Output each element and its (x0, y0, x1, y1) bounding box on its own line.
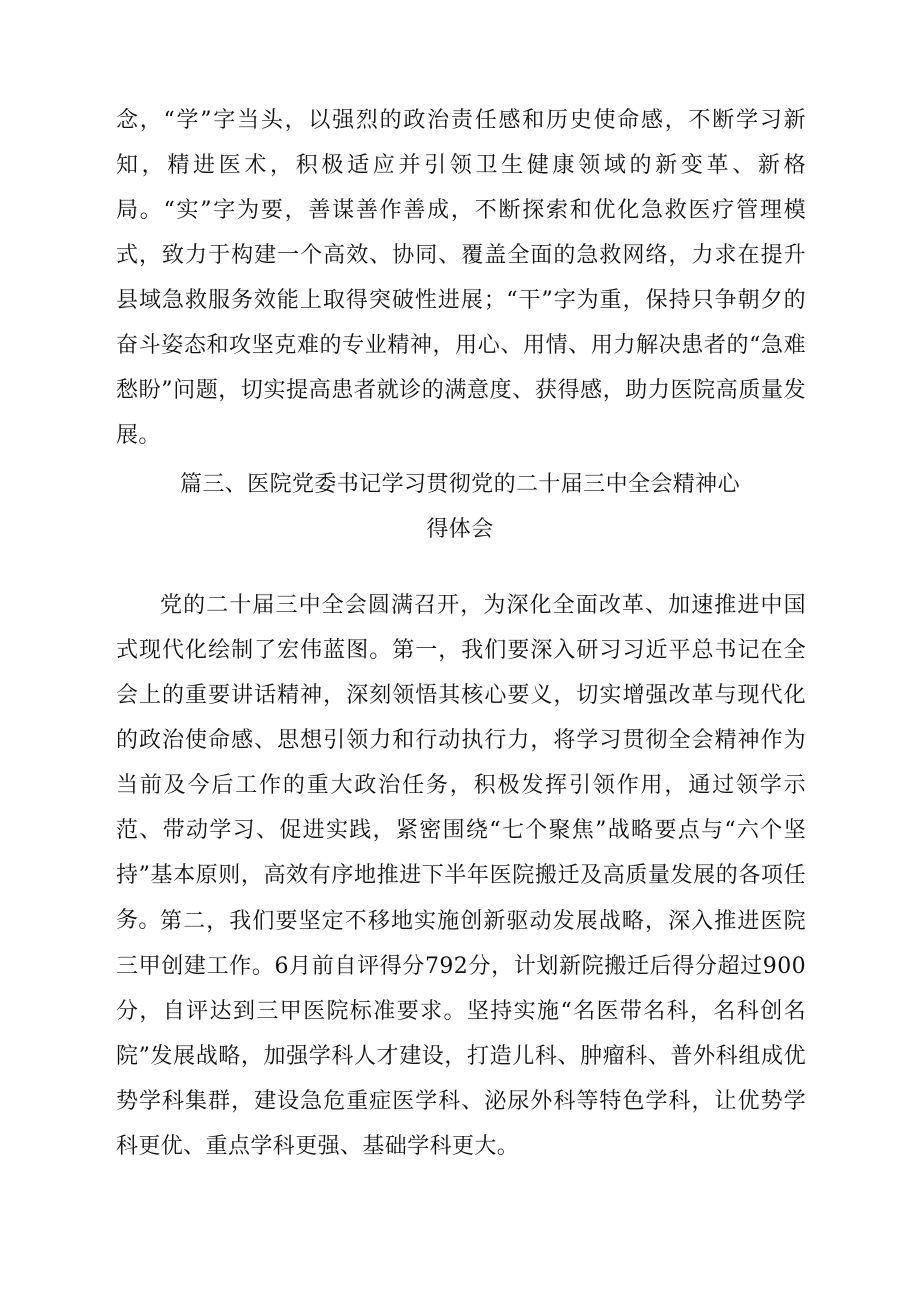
section-heading-line-2: 得体会 (426, 517, 494, 542)
section-heading-line-1: 篇三、医院党委书记学习贯彻党的二十届三中全会精神心 (179, 472, 740, 497)
paragraph-first: 党的二十届三中全会圆满召开，为深化全面改革、加速推进中国式现代化绘制了宏伟蓝图。第一，我们要深入研习习近平总书记在全会上的重要讲话精神，深刻领悟其核心要义，切实增强改革与现代化的政治使命感、思想引领力和行动执行力，将学习贯彻全会精神作为当前及今后工作的重大政治任务，积极发挥引领作用，通过领学示范、带动学习、促进实践，紧密围绕“七个聚焦”战略要点与“六个坚持”基本原则，高效有序地推进下半年医院搬迁及高质量发展的各项任务。 (116, 593, 806, 933)
paragraph-continued: 念，“学”字当头，以强烈的政治责任感和历史使命感，不断学习新知，精进医术，积极适应并引领卫生健康领域的新变革、新格局。“实”字为要，善谋善作善成，不断探索和优化急救医疗管理模式，致力于构建一个高效、协同、覆盖全面的急救网络，力求在提升县域急救服务效能上取得突破性进展；“干”字为重，保持只争朝夕的奋斗姿态和攻坚克难的专业精神，用心、用情、用力解决患者的“急难愁盼”问题，切实提高患者就诊的满意度、获得感，助力医院高质量发展。 (116, 108, 806, 448)
paragraph-second: 第二，我们要坚定不移地实施创新驱动发展战略，深入推进医院三甲创建工作。6月前自评得分792分，计划新院搬迁后得分超过900分，自评达到三甲医院标准要求。坚持实施“名医带名科，名科创名院”发展战略，加强学科人才建设，打造儿科、肿瘤科、普外科组成优势学科集群，建设急危重症医学科、泌尿外科等特色学科，让优势学科更优、重点学科更强、基础学科更大。 (116, 909, 806, 1159)
section-heading (0, 462, 920, 552)
